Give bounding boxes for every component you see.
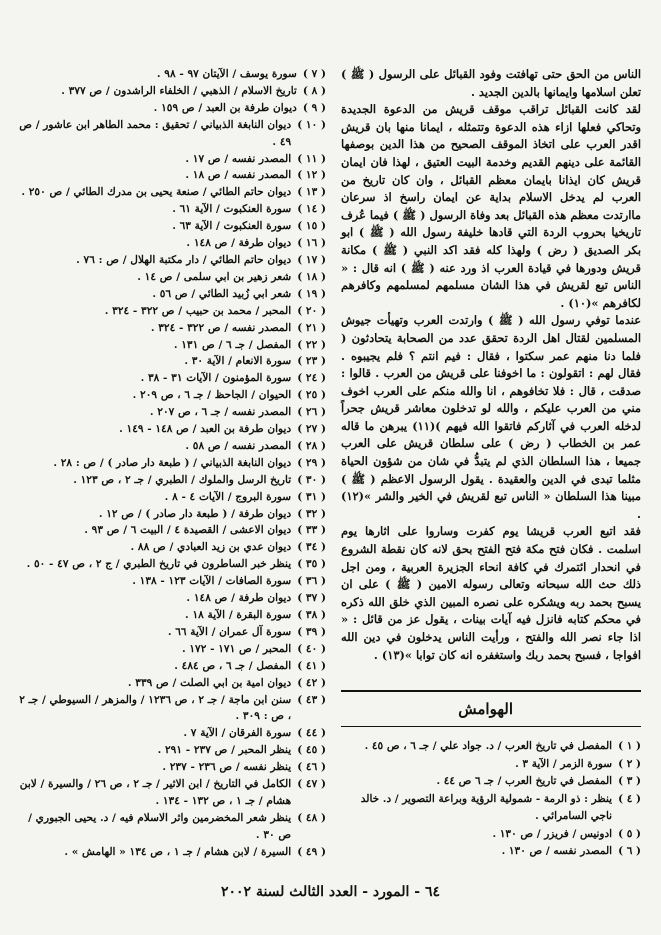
footnote-number: ( ٣٤ ) <box>297 541 326 554</box>
footnote-number: ( ٦ ) <box>618 845 641 857</box>
footnote <box>341 791 641 826</box>
footnote <box>18 658 326 675</box>
footnote-number: ( ٣٧ ) <box>297 592 326 605</box>
footnote <box>341 843 641 861</box>
footnotes-list-left <box>18 66 326 861</box>
footnote <box>18 167 326 184</box>
footnote-text: سورة آل عمران / الآية ٦٦ . <box>167 625 292 638</box>
footnote-text: المصدر نفسه / ص ١٣٠ . <box>501 845 613 857</box>
footnote <box>18 269 326 286</box>
footnote <box>18 489 326 506</box>
footnote-number: ( ٤١ ) <box>297 659 326 672</box>
footnote-number: ( ١٣ ) <box>297 186 326 199</box>
footnote-number: ( ٢٢ ) <box>297 338 326 351</box>
article-body <box>341 66 641 664</box>
footnote <box>18 455 326 472</box>
footnote-number: ( ٢٣ ) <box>297 355 326 368</box>
footnotes-heading: الهوامش <box>458 700 513 718</box>
footnote-number: ( ١٨ ) <box>297 270 326 283</box>
footnote <box>18 573 326 590</box>
footnote-number: ( ٤٠ ) <box>297 642 326 655</box>
footnote <box>18 590 326 607</box>
footnote-number: ( ٧ ) <box>302 68 326 80</box>
footnote <box>18 353 326 370</box>
footnote-text: الحيوان / الجاحظ / جـ ٦ ، ص ٢٠٩ . <box>132 389 292 402</box>
footnote-text: المحبر / محمد بن حبيب / ص ٣٢٢ - ٣٢٤ . <box>104 304 292 317</box>
footnote-number: ( ١٤ ) <box>297 203 326 216</box>
footnote <box>18 117 326 151</box>
footnote <box>18 235 326 252</box>
footnote <box>18 100 326 117</box>
footnote-text: تاريخ الاسلام / الذهبي / الخلفاء الراشدون / ص ٣٧٧ . <box>61 84 297 97</box>
footnote-number: ( ٢٦ ) <box>297 406 326 419</box>
footnote-number: ( ١٠ ) <box>297 118 326 131</box>
footnote-number: ( ٢٤ ) <box>297 372 326 385</box>
footnote-text: ينظر نفسه / ص ٢٣٦ - ٢٣٧ . <box>162 761 292 774</box>
paragraph: لقد كانت القبائل تراقب موقف قريش من الدعوة الجديدة وتحاكي فعلها ازاء هذه الدعوة وتتمثله ، ايمانا منها بان قريش اقدر العرب على اتخاذ الموقف الصحيح من هذا الدين بوصفها القائمة على دينهم القديم وخدمة البيت العتيق ، لهذا فان ايمان قريش كان ايذانا بايمان معظم القبائل ، وان كان تاريخ من العرب لم يدخل الاسلام بداية عن ايمان راسخ اذ سرعان ماارتدت معظم هذه القبائل بعد وفاة الرسول ( ﷺ ) فيما عُرف تاريخيا بحروب الردة التي قادها خليفة رسول الله ( ﷺ ) ابو بكر الصديق ( رض ) ولهذا كله فقد اكد النبي ( ﷺ ) مكانة قريش ودورها في قيادة العرب اذ ورد عنه ( ﷺ ) انه قال : « الناس تبع لقريش في هذا الشان مسلمهم لمسلمهم وكافرهم لكافرهم »(١٠) . <box>341 102 641 310</box>
footnote-text: سورة الصافات / الآيات ١٢٣ - ١٣٨ . <box>132 575 292 588</box>
footnote-number: ( ٢٨ ) <box>297 439 326 452</box>
footnote-text: المصدر نفسه / جـ ٦ ، ص ٢٠٧ . <box>149 406 292 419</box>
footnote-number: ( ٤٩ ) <box>297 845 326 858</box>
footnote-text: المفصل في تاريخ العرب / جـ ٦ ص ٤٤ . <box>436 775 613 787</box>
footnote <box>18 844 326 861</box>
footnote <box>18 675 326 692</box>
footnote-number: ( ١٥ ) <box>297 220 326 233</box>
footnote <box>18 303 326 320</box>
footnote-number: ( ٣٩ ) <box>297 625 326 638</box>
footnote-number: ( ١٧ ) <box>297 253 326 266</box>
footnote-text: سورة الانعام / الآية ٣٠ . <box>184 355 292 368</box>
footnote-number: ( ٢٥ ) <box>297 389 326 402</box>
footnote <box>18 607 326 624</box>
footnote <box>18 201 326 218</box>
footnote <box>18 539 326 556</box>
footnote-text: ينظر : ذو الرمة - شمولية الرؤية وبراعة التصوير / د. خالد ناجي السامرائي . <box>360 792 613 822</box>
footnote <box>341 826 641 844</box>
footnote-text: ديوان طرفة بن العبد / ص ١٤٨ - ١٤٩ . <box>119 423 292 436</box>
footnote-number: ( ١١ ) <box>297 152 326 165</box>
footnote <box>18 506 326 523</box>
footnote-text: المفصل / جـ ٦ ، ص ٤٨٤ . <box>174 659 292 672</box>
footnote <box>18 472 326 489</box>
footnote-text: ديوان طرفة بن العبد / ص ١٥٩ . <box>153 101 297 114</box>
footnote-number: ( ٤٨ ) <box>297 811 326 824</box>
footnote <box>341 756 641 774</box>
footnote-text: ديوان الاعشى / القصيدة ٤ / البيت ٦ / ص ٩٣ . <box>84 524 292 537</box>
footnotes-header <box>341 690 641 732</box>
footnote <box>18 556 326 573</box>
footnote-number: ( ٣٥ ) <box>297 558 326 571</box>
footnote <box>18 421 326 438</box>
footnote-text: ديوان النابغة الذبياني / تحقيق : محمد الطاهر ابن عاشور / ص ٤٩ . <box>19 118 292 148</box>
footnote <box>18 83 326 100</box>
footnotes-column-left <box>18 66 326 861</box>
footnote-number: ( ١٩ ) <box>297 287 326 300</box>
footnote-text: تاريخ الرسل والملوك / الطبري / جـ ٢ ، ص ١٢٣ . <box>73 473 292 486</box>
footnote-number: ( ٣١ ) <box>297 490 326 503</box>
footnote-text: سورة البقرة / الآية ١٨ . <box>185 609 292 621</box>
footnote-text: ينظر المحبر / ص ٢٣٧ - ٢٩١ . <box>157 744 292 757</box>
footnote-text: شعر زهير بن ابي سلمى / ص ١٤ . <box>137 270 292 283</box>
footnote <box>18 387 326 404</box>
footnote-number: ( ٩ ) <box>302 101 326 114</box>
footnote <box>18 742 326 759</box>
footnote <box>18 151 326 168</box>
footnote-text: ديوان النابغة الذبياني / ( طبعة دار صادر ) / ص : ٢٨ . <box>53 456 292 469</box>
footnote-text: ينظر خبر الساطرون في تاريخ الطبري / ج ٢ ، ص ٤٧ - ٥٠ . <box>26 558 292 571</box>
footnote-text: سورة الفرقان / الآية ٧ . <box>183 727 292 740</box>
footnote <box>18 184 326 201</box>
footnote-text: ديوان امية بن ابي الصلت / ص ٣٣٩ . <box>127 676 292 689</box>
footnote-number: ( ٢ ) <box>618 757 641 770</box>
footnote-number: ( ٨ ) <box>302 84 326 97</box>
footnote-number: ( ٣٣ ) <box>297 524 326 537</box>
footnote <box>18 286 326 303</box>
footnote <box>18 624 326 641</box>
footnote <box>18 404 326 421</box>
footnote-number: ( ٣٢ ) <box>297 507 326 520</box>
footnote-text: ينظر شعر المخضرمين واثر الاسلام فيه / د. يحيى الجبوري / ص ٣٠ . <box>28 811 292 841</box>
footnote-text: سورة يوسف / الآيتان ٩٧ - ٩٨ . <box>156 68 297 80</box>
footnote-text: المصدر نفسه / ص ٣٢٢ - ٣٢٤ . <box>150 321 292 334</box>
footnote-number: ( ٣٠ ) <box>297 473 326 486</box>
footnote-text: ادونيس / فريزر / ص ١٣٠ . <box>492 827 613 840</box>
footnote-number: ( ٣ ) <box>618 775 641 787</box>
footnote-number: ( ٤٢ ) <box>297 676 326 689</box>
footnote-text: ديوان طرفة / ص ١٤٨ . <box>186 237 292 250</box>
footnote-number: ( ٥ ) <box>618 827 641 840</box>
footnote-number: ( ١ ) <box>618 740 641 752</box>
footnote-number: ( ٤٥ ) <box>297 744 326 757</box>
footnote <box>18 810 326 844</box>
footnote-text: الكامل في التاريخ / ابن الاثير / جـ ٢ ، ص ٢٦ / والسيرة / لابن هشام / جـ ١ ، ص ١٣٢ - ١٣٤ . <box>19 778 292 807</box>
footnote-text: السيرة / لابن هشام / جـ ١ ، ص ١٣٤ « الهامش » . <box>64 845 292 858</box>
footnote <box>18 725 326 742</box>
footnote <box>18 692 326 726</box>
paragraph: الناس من الحق حتى تهافتت وفود القبائل على الرسول ( ﷺ ) تعلن اسلامها وايمانها بالدين الجديد . <box>341 67 641 99</box>
paragraph: فقد اتبع العرب قريشا يوم كفرت وساروا على اثارها يوم اسلمت . فكان فتح مكة فتح الفتح بحق لانه كان نقطة الشروع في انحدار ائتمرك في كافة انحاء الجزيرة العربية ، ومن اجل ذلك حث الله سبحانه وتعالى رسوله الامين ( ﷺ ) على ان يسبح بحمد ربه ويشكره على نصره المبين الذي خلق الله ذكره في محكم كتابه فانزل فيه آيات بينات ، يقول عز من قائل : « اذا جاء نصر الله والفتح ، ورأيت الناس يدخلون في دين الله افواجا ، فسبح بحمد ربك واستغفره انه كان توابا »(١٣) . <box>341 524 641 662</box>
footnote-text: سورة الزمر / الآية ٣ . <box>515 757 613 770</box>
page-footer: ٦٤ - المورد - العدد الثالث لسنة ٢٠٠٢ <box>221 884 440 900</box>
footnote-number: ( ٢٧ ) <box>297 423 326 436</box>
footnote-text: المفصل في تاريخ العرب / د. جواد علي / جـ ٦ ، ص ٤٥ . <box>364 740 613 752</box>
footnote-number: ( ٣٨ ) <box>297 609 326 621</box>
footnote <box>18 641 326 658</box>
footnote <box>18 759 326 776</box>
footnote-text: المحبر / ص ١٧١ - ١٧٢ . <box>181 642 292 655</box>
footnote-number: ( ٢٩ ) <box>297 456 326 469</box>
footnote-text: سورة العنكبوت / الآية ٦٣ . <box>172 220 292 233</box>
footnote-text: شعر ابي زُبيد الطائي / ص ٥٦ . <box>152 287 292 300</box>
footnote-number: ( ٤٣ ) <box>297 693 326 706</box>
footnote-number: ( ٤ ) <box>618 792 641 805</box>
footnote <box>18 252 326 269</box>
footnotes-list-right <box>341 738 641 861</box>
article-text <box>341 66 641 664</box>
footnote-number: ( ٣٦ ) <box>297 575 326 588</box>
footnote-text: ديوان عدي بن زيد العبادي / ص ٨٨ . <box>130 541 292 554</box>
footnote <box>18 522 326 539</box>
footnote-number: ( ٤٤ ) <box>297 727 326 740</box>
footnote-text: ديوان طرفة / ( طبعة دار صادر ) / ص ١٢ . <box>98 507 292 520</box>
footnote <box>18 438 326 455</box>
footnote-text: سنن ابن ماجة / جـ ٢ ، ص ١٢٣٦ / والمزهر / السيوطي / جـ ٢ ، ص : ٣٠٩ . <box>19 693 292 723</box>
footnote-text: المفصل / جـ ٦ / ص ١٣١ . <box>173 338 292 351</box>
footnote-text: سورة البروج / الآيات ٤ - ٨ . <box>164 490 292 503</box>
footnote <box>18 370 326 387</box>
footnote <box>341 738 641 756</box>
footnote <box>18 776 326 810</box>
footnote-text: المصدر نفسه / ص ١٧ . <box>185 152 292 165</box>
footnote-number: ( ٤٦ ) <box>297 761 326 774</box>
footnote-number: ( ٢١ ) <box>297 321 326 334</box>
footnote <box>341 773 641 791</box>
footnote-number: ( ٢٠ ) <box>297 304 326 317</box>
footnote-number: ( ١٢ ) <box>297 169 326 182</box>
divider <box>341 726 641 727</box>
footnote <box>18 337 326 354</box>
footnote-text: ديوان حاتم الطائي / دار مكتبة الهلال / ص : ٧٦ . <box>76 253 292 266</box>
footnote-number: ( ١٦ ) <box>297 237 326 250</box>
footnote <box>18 218 326 235</box>
footnote-text: ديوان طرفة / ص ١٤٨ . <box>186 592 292 605</box>
paragraph: عندما توفي رسول الله ( ﷺ ) وارتدت العرب وتهيأت جيوش المسلمين لقتال اهل الردة تحقق عدد من الصحابة يتحادثون ( فلما دنا منهم عمر سكتوا ، فقال : فيم انتم ؟ فلم يجيبوه . فقال لهم : اتقولون : ما اخوفنا على قريش من العرب . قالوا : صدقت ، قال : فلا تخافوهم ، انا والله منكم على العرب اخوف مني من العرب عليكم ، والله لو تدخلون معاشر قريش جحراً لدخله العرب في آثاركم فاتقوا الله فيهم )(١١) يبرهن ما قاله عمر بن الخطاب ( رض ) على سلطان قريش على العرب جميعا ، هذا السلطان الذي لم يتبدُّ في شان من شؤون الحياة مثلما تبدى في الدين والعقيدة . يقول الرسول الاعظم ( ﷺ ) مبينا هذا السلطان « الناس تبع لقريش في الخير والشر »(١٢) . <box>341 313 642 521</box>
footnote <box>18 66 326 83</box>
footnote-text: المصدر نفسه / ص ١٨ . <box>185 169 292 182</box>
footnote <box>18 320 326 337</box>
footnote-text: سورة المؤمنون / الآيات ٣١ - ٣٨ . <box>140 372 292 385</box>
footnote-text: ديوان حاتم الطائي / صنعة يحيى بن مدرك الطائي / ص ٢٥٠ . <box>21 186 292 199</box>
footnote-text: سورة العنكبوت / الآية ٦١ . <box>172 203 292 216</box>
footnote-text: المصدر نفسه / ص ٥٨ . <box>185 439 292 452</box>
footnote-number: ( ٤٧ ) <box>297 778 326 791</box>
